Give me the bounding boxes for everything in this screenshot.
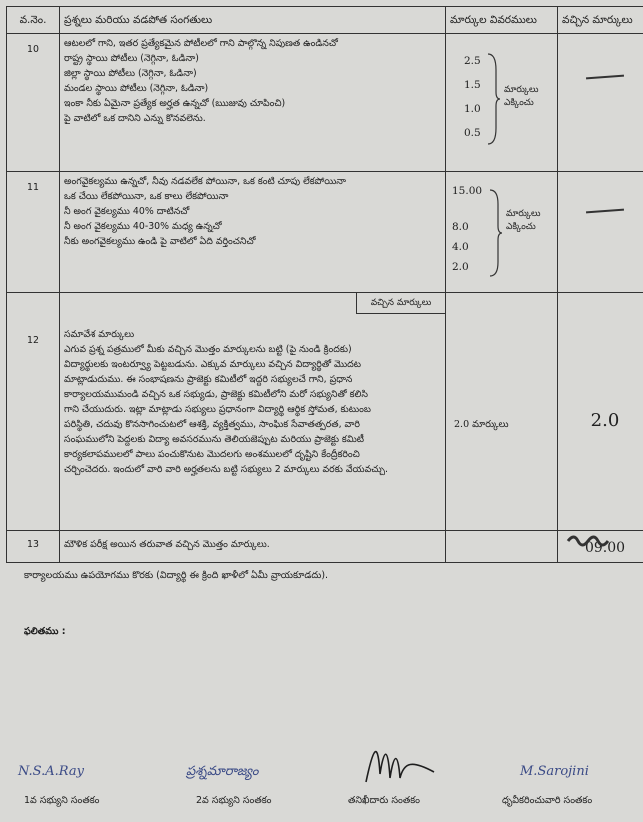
question-line: ఇంకా నీకు ఏమైనా ప్రత్యేక అర్హత ఉన్నచో (ఋజువు చూపించి) [64,98,286,109]
question-line: కార్యాలయముమండి వచ్చిన ఒక సభ్యుడు, ప్రాజెక్టు కమిటీలోని మరో సభ్యునితో కలిసి [64,389,368,400]
question-line: నీ అంగ వైకల్యము 40% దాటినచో [64,206,190,217]
scribble-icon [566,533,614,547]
subheading-obtained-marks: వచ్చిన మార్కులు [356,293,445,314]
marks-obtained-cell [558,531,643,563]
marks-value: 0.5 [464,127,481,139]
brace-label: ఎక్కించు [504,98,534,108]
question-line: సమావేశ మార్కులు [64,329,135,340]
header-row [7,7,643,34]
brace-label: ఎక్కించు [506,222,536,232]
question-line: జిల్లా స్థాయి పోటీలు (నెగ్గినా, ఓడినా) [64,68,197,79]
signature-2-handwritten: ప్రశ్నమారాజ్యం [186,764,259,779]
marks-value: 1.0 [464,103,481,115]
question-line: కార్యకలాపములలో పాలు పంచుకొనుట మొదలగు అంశములలో దృష్టిని కేంద్రీకరించి [64,449,360,460]
signature-1-label: 1వ సభ్యుని సంతకం [24,795,100,806]
question-line: రాష్ట్ర స్థాయి పోటీలు (నెగ్గినా, ఓడినా) [64,53,199,64]
header-num: వ.నెం. [7,7,60,34]
question-cell [60,531,446,563]
table-row [7,34,643,172]
marks-detail-cell [446,172,558,293]
header-marks-detail: మార్కుల వివరములు [446,7,558,34]
question-line: మౌళిక పరీక్ష అయిన తరువాత వచ్చిన మొత్తం మార్కులు. [64,539,270,550]
signature-3-mark-icon [360,738,440,790]
question-line: పై వాటిలో ఒక దానిని ఎన్ను కొనవలెను. [64,113,206,124]
question-line: విద్యార్థులకు ఇంటర్వ్యూ పెట్టబడును. ఎక్కువ మార్కులు వచ్చిన విద్యార్థితో మొదట [64,359,362,370]
marks-detail-cell [446,34,558,172]
marks-value: 15.00 [452,185,483,197]
result-label: ఫలితము : [24,626,66,637]
row-number: 10 [7,34,60,172]
signature-1-handwritten: N.S.A.Ray [18,764,84,779]
signature-3-label: తనిఖీదారు సంతకం [348,795,420,806]
table-row [7,172,643,293]
row-number: 12 [7,293,60,531]
signature-4-label: ధృవీకరించువారి సంతకం [502,795,593,806]
marks-detail-cell [446,293,558,531]
table-row [7,531,643,563]
table-row [7,293,643,531]
marks-detail-cell [446,531,558,563]
dash-mark [586,75,624,80]
handwritten-total: 09.00 [584,540,626,556]
question-line: ఎగువ ప్రశ్న పత్రములో మీకు వచ్చిన మొత్తం మార్కులను బట్టి (పై నుండి క్రిందకు) [64,344,352,355]
question-line: చర్చించెదరు. ఇందులో వారి వారి అర్హతలను బట్టి సభ్యులు 2 మార్కులు వరకు వేయవచ్చు. [64,464,388,475]
question-line: నీకు అంగవైకల్యము ఉండి పై వాటిలో ఏది వర్తించనిచో [64,236,256,247]
marks-obtained-cell [558,293,643,531]
row-number: 13 [7,531,60,563]
header-questions: ప్రశ్నలు మరియు వడపోత సంగతులు [60,7,446,34]
question-line: నీ అంగ వైకల్యము 40-30% మధ్య ఉన్నచో [64,221,222,232]
marks-value: 2.5 [464,55,481,67]
marks-obtained-cell [558,34,643,172]
handwritten-score: 2.0 [590,410,620,431]
question-cell [60,34,446,172]
signature-2-label: 2వ సభ్యుని సంతకం [196,795,272,806]
header-marks-obtained: వచ్చిన మార్కులు [558,7,643,34]
question-cell [60,172,446,293]
marks-table [6,6,643,563]
row-number: 11 [7,172,60,293]
marks-value: 2.0 మార్కులు [454,419,509,430]
question-line: గాని చేయుదురు. ఇట్లా మాట్లాడు సభ్యులు ప్రధానంగా విద్యార్థి ఆర్థిక స్తోమత, కుటుంబ [64,404,371,415]
question-line: సంఘములోని పెద్దలకు విద్యా అవసరమును తెలియజెప్పుట మరియు ప్రాజెక్టు కమిటీ [64,434,364,445]
question-line: పరిస్థితి, చదువు కొనసాగించుటలో ఆశక్తి, వ్యక్తిత్వము, సాంఘిక సేవాతత్పరత, వారి [64,419,360,430]
brace-label: మార్కులు [506,209,541,219]
question-line: అంగవైకల్యము ఉన్నచో, నీవు నడవలేక పోయినా, ఒక కంటి చూపు లేకపోయినా [64,176,346,187]
question-line: ఒక చేయి లేకపోయినా, ఒక కాలు లేకపోయినా [64,191,229,202]
marks-obtained-cell [558,172,643,293]
marks-value: 8.0 [452,221,469,233]
marks-value: 1.5 [464,79,481,91]
brace-label: మార్కులు [504,85,539,95]
marks-value: 2.0 [452,261,469,273]
brace-icon [486,50,502,148]
question-cell [60,293,446,531]
signature-4-handwritten: M.Sarojini [520,764,589,779]
marks-value: 4.0 [452,241,469,253]
question-line: ఆటలలో గాని, ఇతర ప్రత్యేకమైన పోటీలలో గాని పాల్గొన్న నిపుణత ఉండినచో [64,38,338,49]
office-note: కార్యాలయము ఉపయోగము కొరకు (విద్యార్థి ఈ క్రింది ఖాళీలో ఏమీ వ్రాయకూడదు). [24,570,329,581]
question-line: మండల స్థాయి పోటీలు (నెగ్గినా, ఓడినా) [64,83,209,94]
dash-mark [586,209,624,214]
brace-icon [488,186,504,280]
question-line: మాట్లాడుదుము. ఈ సంభాషణను ప్రాజెక్టు కమిటీలో ఇద్దరి సభ్యులచే గాని, ప్రధాన [64,374,353,385]
